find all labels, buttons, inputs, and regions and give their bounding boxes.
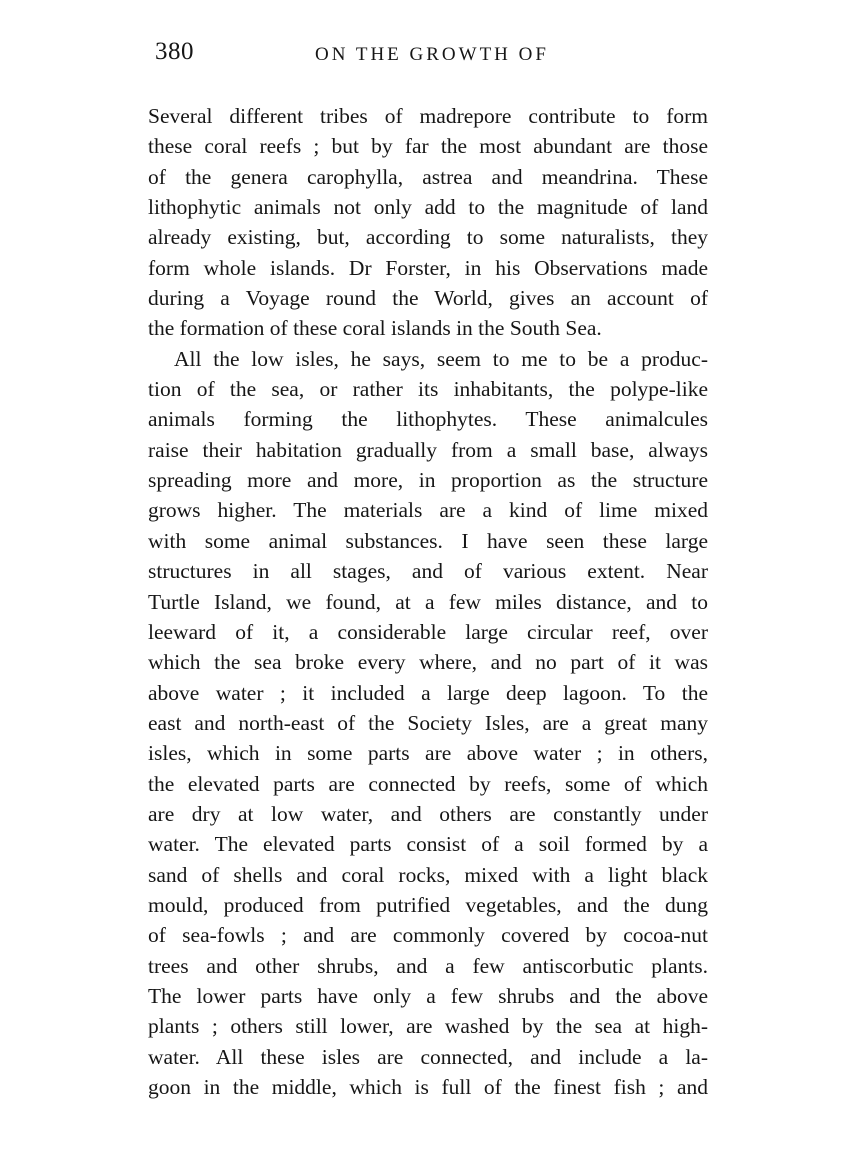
text-line: form whole islands. Dr Forster, in his Observations made: [148, 255, 708, 280]
text-line: are dry at low water, and others are constantly under: [148, 801, 708, 826]
text-line: of the genera carophylla, astrea and meandrina. These: [148, 164, 708, 189]
text-line: leeward of it, a considerable large circular reef, over: [148, 619, 708, 644]
text-line: water. All these isles are connected, and include a la-: [148, 1044, 708, 1069]
text-line: these coral reefs ; but by far the most abundant are those: [148, 134, 708, 159]
text-line: lithophytic animals not only add to the magnitude of land: [148, 195, 708, 220]
text-line: The lower parts have only a few shrubs and the above: [148, 983, 708, 1008]
body-text: [148, 101, 708, 1102]
text-line: Several different tribes of madrepore contribute to form: [148, 104, 708, 128]
text-line: of sea-fowls ; and are commonly covered by cocoa-nut: [148, 923, 708, 948]
text-line: already existing, but, according to some naturalists, they: [148, 225, 708, 250]
text-line: the elevated parts are connected by reefs, some of which: [148, 771, 708, 796]
text-line: raise their habitation gradually from a small base, always: [148, 437, 708, 462]
text-line: plants ; others still lower, are washed by the sea at high-: [148, 1014, 708, 1039]
text-line: trees and other shrubs, and a few antiscorbutic plants.: [148, 953, 708, 978]
text-line: structures in all stages, and of various extent. Near: [148, 559, 708, 584]
text-line: grows higher. The materials are a kind of lime mixed: [148, 498, 708, 523]
text-line: during a Voyage round the World, gives an account of: [148, 286, 708, 311]
text-line: east and north-east of the Society Isles, are a great many: [148, 710, 708, 735]
text-line: tion of the sea, or rather its inhabitants, the polype-like: [148, 377, 708, 402]
text-line: water. The elevated parts consist of a soil formed by a: [148, 832, 708, 857]
text-line: animals forming the lithophytes. These animalcules: [148, 407, 708, 432]
text-line: sand of shells and coral rocks, mixed with a light black: [148, 862, 708, 887]
text-line: above water ; it included a large deep lagoon. To the: [148, 680, 708, 705]
running-head: [155, 38, 715, 78]
text-line: mould, produced from putrified vegetables, and the dung: [148, 892, 708, 917]
text-line: spreading more and more, in proportion as the structure: [148, 468, 708, 493]
text-line: isles, which in some parts are above water ; in others,: [148, 741, 708, 766]
text-line: Turtle Island, we found, at a few miles distance, and to: [148, 589, 708, 614]
text-line: which the sea broke every where, and no part of it was: [148, 650, 708, 675]
text-line: with some animal substances. I have seen these large: [148, 528, 708, 553]
running-title: ON THE GROWTH OF: [315, 44, 549, 65]
page-number: 380: [155, 38, 194, 65]
text-line: goon in the middle, which is full of the finest fish ; and: [148, 1075, 708, 1099]
text-line: the formation of these coral islands in the South Sea.: [148, 316, 602, 341]
text-line: All the low isles, he says, seem to me to be a produc-: [174, 346, 708, 371]
